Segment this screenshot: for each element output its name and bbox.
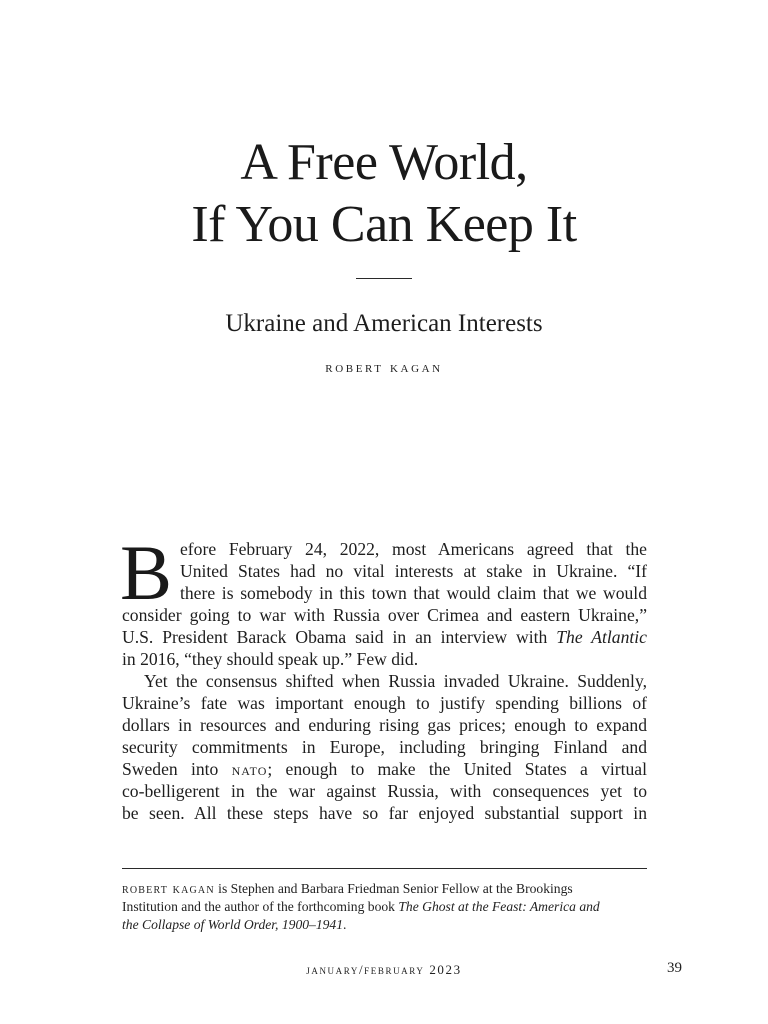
body-line: in 2016, “they should speak up.” Few did. — [122, 649, 419, 669]
article-title — [0, 132, 768, 256]
page-number: 39 — [667, 960, 682, 976]
title-divider — [356, 278, 412, 279]
footnote-author: robert kagan — [122, 881, 215, 896]
body-line: United States had no vital interests at stake in Ukraine. “If — [180, 561, 647, 581]
title-line-2: If You Can Keep It — [191, 196, 577, 253]
footnote-divider — [122, 868, 647, 869]
footnote-line — [122, 916, 647, 934]
acronym-nato: nato — [231, 759, 268, 779]
body-line: be seen. All these steps have so far enjoyed substantial support in — [122, 803, 647, 823]
body-line: consider going to war with Russia over Crimea and eastern Ukraine,” — [122, 605, 647, 625]
body-line: there is somebody in this town that would claim that we would — [180, 583, 647, 603]
body-line — [122, 626, 647, 648]
article-author: robert kagan — [325, 360, 443, 376]
paragraph-2 — [122, 670, 647, 824]
article-body — [120, 529, 648, 824]
footnote-text: is Stephen and Barbara Friedman Senior Fellow at the Brookings — [214, 881, 573, 896]
footnote-line — [122, 880, 647, 898]
author-footnote — [122, 880, 647, 934]
article-subtitle: Ukraine and American Interests — [225, 310, 543, 337]
publication-name: The Atlantic — [556, 627, 647, 647]
body-line: Yet the consensus shifted when Russia invaded Ukraine. Suddenly, — [144, 671, 647, 691]
book-title: The Ghost at the Feast: America and — [398, 899, 600, 914]
body-line: co-belligerent in the war against Russia, with consequences yet to — [122, 781, 647, 801]
issue-date: january/february 2023 — [306, 962, 462, 977]
footnote-text: . — [343, 917, 347, 932]
body-text-run: Sweden into — [122, 759, 232, 779]
body-line: dollars in resources and enduring rising gas prices; enough to expand — [122, 715, 647, 735]
paragraph-1 — [120, 529, 647, 670]
book-title: the Collapse of World Order, 1900–1941 — [122, 917, 344, 932]
body-line: efore February 24, 2022, most Americans agreed that the — [180, 539, 647, 559]
body-line: security commitments in Europe, including bringing Finland and — [122, 737, 647, 757]
body-line — [122, 758, 647, 780]
title-line-1: A Free World, — [240, 134, 528, 191]
body-line: Ukraine’s fate was important enough to justify spending billions of — [122, 693, 647, 713]
body-text-run: U.S. President Barack Obama said in an interview with — [122, 627, 557, 647]
drop-cap: B — [120, 529, 173, 616]
body-text-run: ; enough to make the United States a virtual — [267, 759, 648, 779]
footnote-text: Institution and the author of the forthcoming book — [122, 899, 399, 914]
footnote-line — [122, 898, 647, 916]
